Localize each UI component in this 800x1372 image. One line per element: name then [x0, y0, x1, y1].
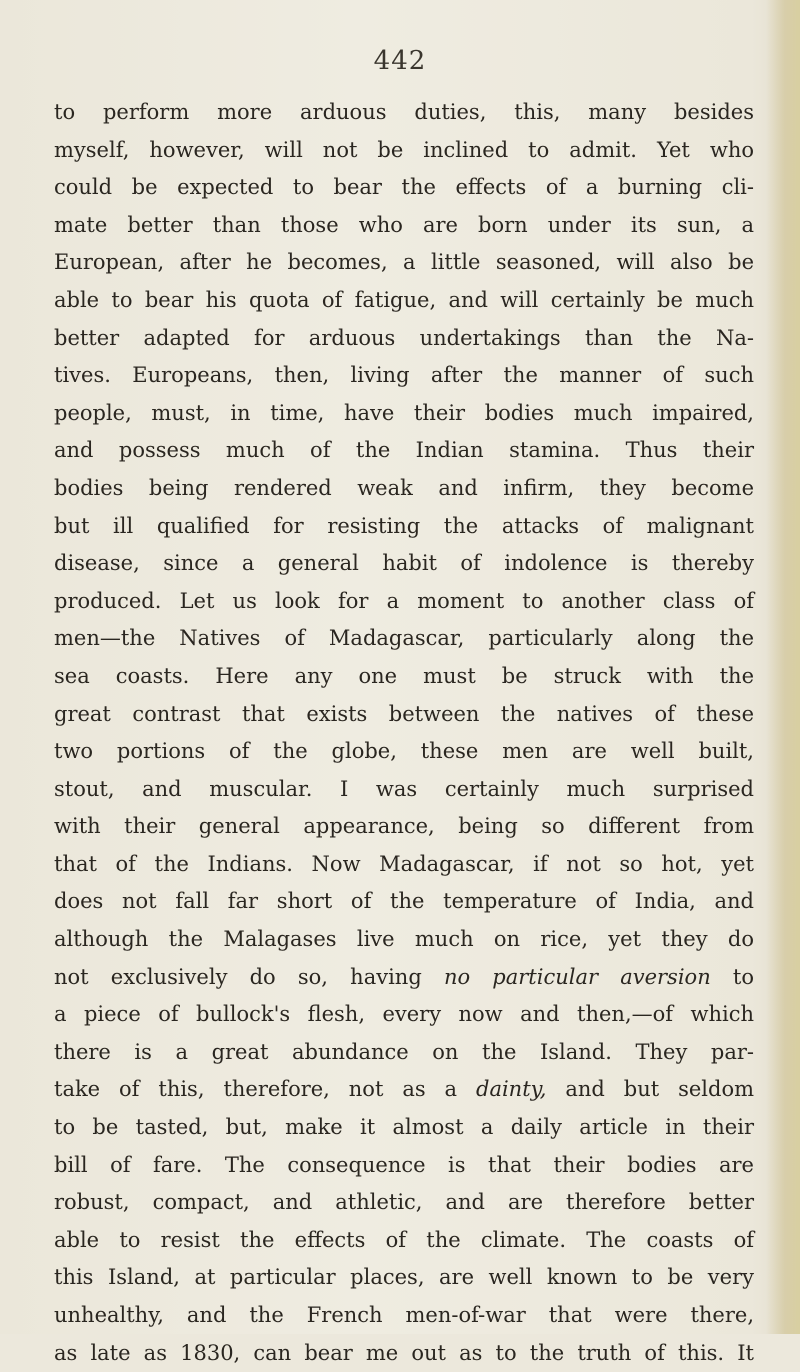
text-line-with-italic: [54, 1071, 754, 1109]
text-line: unhealthy, and the French men-of-war that were there,: [54, 1303, 754, 1327]
italic-phrase: no particular aversion: [443, 964, 711, 989]
text-line: disease, since a general habit of indolence is thereby: [54, 551, 754, 576]
text-line: people, must, in time, have their bodies much impaired,: [54, 400, 754, 425]
text-line: with their general appearance, being so different from: [54, 814, 754, 839]
text-line: European, after he becomes, a little seasoned, will also be: [54, 250, 754, 275]
text-line: that of the Indians. Now Madagascar, if not so hot, yet: [54, 851, 754, 876]
text-line: produced. Let us look for a moment to another class of: [54, 588, 754, 613]
text-line: as late as 1830, can bear me out as to the truth of this. It: [54, 1340, 754, 1365]
text-line: there is a great abundance on the Island. They par-: [54, 1039, 754, 1064]
text-line: sea coasts. Here any one must be struck with the: [54, 663, 754, 688]
text-line-with-italic: [54, 959, 754, 997]
body-text: [54, 94, 754, 1372]
text-line: able to resist the effects of the climate. The coasts of: [54, 1227, 754, 1252]
text-line: able to bear his quota of fatigue, and will certainly be much: [54, 287, 754, 312]
text-line: bodies being rendered weak and infirm, they become: [54, 475, 754, 500]
text-line: great contrast that exists between the natives of these: [54, 701, 754, 726]
text-run: and but seldom: [546, 1077, 755, 1102]
text-line: and possess much of the Indian stamina. Thus their: [54, 438, 754, 463]
italic-phrase: dainty,: [476, 1077, 547, 1102]
text-line: two portions of the globe, these men are well built,: [54, 739, 754, 764]
text-line: does not fall far short of the temperature of India, and: [54, 889, 754, 914]
text-run: to: [710, 964, 755, 989]
text-line: to be tasted, but, make it almost a daily article in their: [54, 1115, 754, 1140]
text-line: a piece of bullock's flesh, every now and then,—of which: [54, 1002, 754, 1027]
text-line: better adapted for arduous undertakings than the Na-: [54, 325, 754, 350]
text-line: but ill qualified for resisting the attacks of malignant: [54, 513, 754, 538]
page-number: 442: [373, 46, 427, 76]
text-line: could be expected to bear the effects of a burning cli-: [54, 175, 754, 200]
text-run: not exclusively do so, having: [54, 964, 444, 989]
text-line: mate better than those who are born under its sun, a: [54, 212, 754, 237]
text-line: stout, and muscular. I was certainly much surprised: [54, 776, 754, 801]
page-edge-shadow: [766, 0, 800, 1334]
text-line: robust, compact, and athletic, and are therefore better: [54, 1190, 754, 1215]
text-line: although the Malagases live much on rice, yet they do: [54, 927, 754, 952]
text-line: myself, however, will not be inclined to admit. Yet who: [54, 137, 754, 162]
text-line: tives. Europeans, then, living after the manner of such: [54, 363, 754, 388]
text-line: bill of fare. The consequence is that their bodies are: [54, 1152, 754, 1177]
text-run: take of this, therefore, not as a: [54, 1077, 476, 1102]
text-line: this Island, at particular places, are well known to be very: [54, 1265, 754, 1290]
text-line: to perform more arduous duties, this, many besides: [54, 100, 754, 124]
text-line: men—the Natives of Madagascar, particularly along the: [54, 626, 754, 651]
